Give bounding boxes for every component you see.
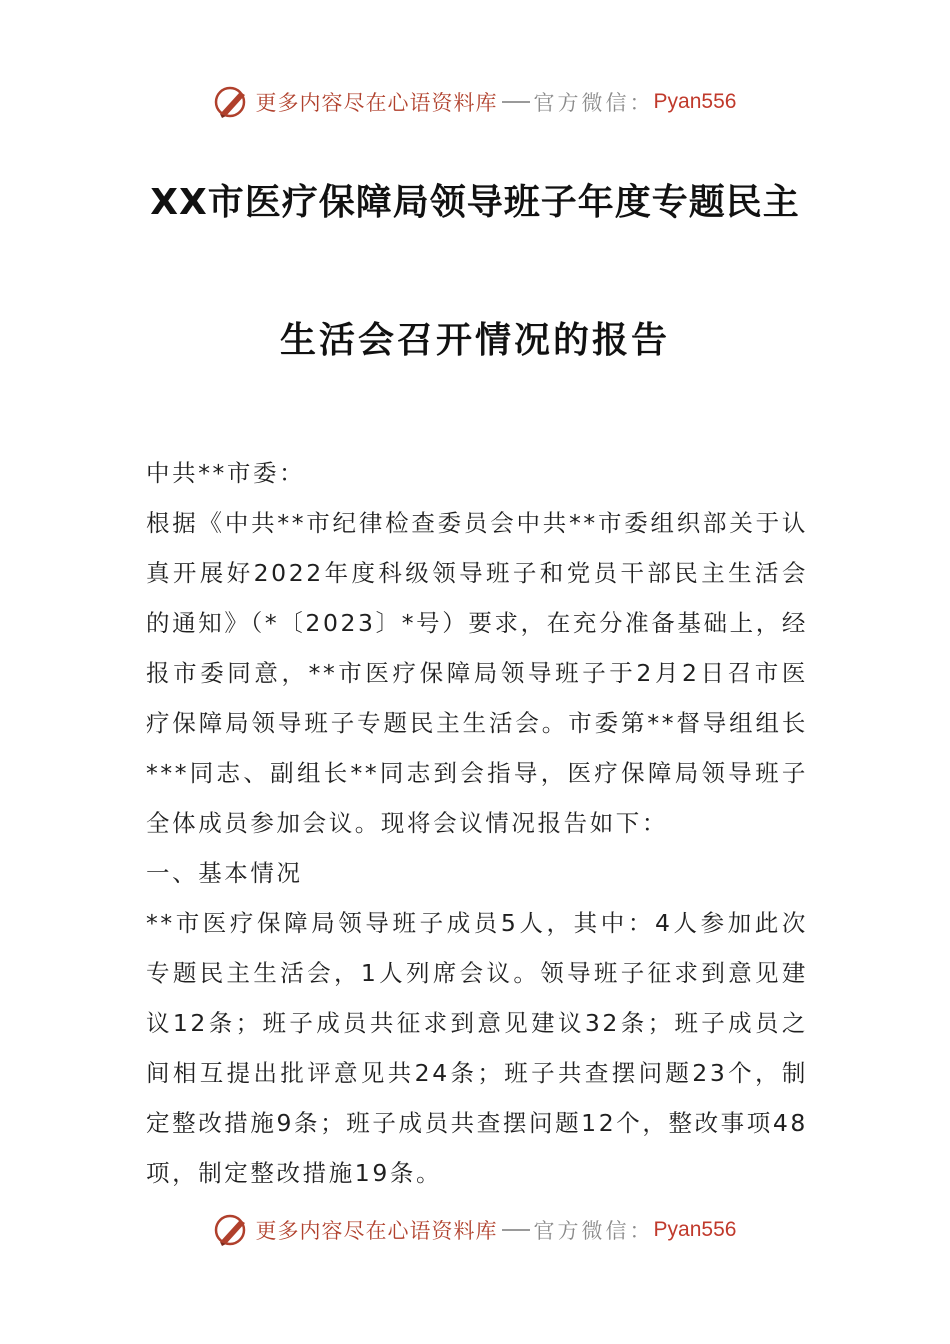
banner-slogan: 更多内容尽在心语资料库	[255, 1219, 498, 1243]
intro-paragraph: 根据《中共**市纪律检查委员会中共**市委组织部关于认真开展好2022年度科级领导班子和党员干部民主生活会的通知》（*〔2023〕*号）要求，在充分准备基础上，经报市委同意，**市医疗保障局领导班子于2月2日召市医疗保障局领导班子专题民主生活会。市委第**督导组组长***同志、副组长**同志到会指导，医疗保障局领导班子全体成员参加会议。现将会议情况报告如下：	[146, 509, 808, 837]
banner-dash	[502, 1229, 530, 1231]
banner-wechat-handle: Pyan556	[653, 1218, 737, 1241]
pen-logo-icon	[214, 1212, 250, 1248]
banner-slogan: 更多内容尽在心语资料库	[255, 91, 498, 115]
banner-wechat-label: 官方微信：	[533, 1219, 654, 1243]
footer-watermark-banner	[0, 1210, 950, 1250]
document-body	[146, 448, 808, 1198]
header-watermark-banner	[0, 82, 950, 122]
basic-info-paragraph: **市医疗保障局领导班子成员5人，其中：4人参加此次专题民主生活会，1人列席会议。领导班子征求到意见建议12条；班子成员共征求到意见建议32条；班子成员之间相互提出批评意见共24条；班子共查摆问题23个，制定整改措施9条；班子成员共查摆问题12个，整改事项48项，制定整改措施19条。	[146, 909, 808, 1187]
pen-logo-icon	[214, 84, 250, 120]
banner-wechat-label: 官方微信：	[533, 91, 654, 115]
banner-wechat-handle: Pyan556	[653, 90, 737, 113]
banner-dash	[502, 101, 530, 103]
document-title-line2: 生活会召开情况的报告	[279, 320, 670, 361]
section-heading: 一、基本情况	[146, 859, 303, 887]
salutation: 中共**市委：	[146, 459, 306, 487]
document-title-line1: XX市医疗保障局领导班子年度专题民主	[150, 182, 800, 223]
